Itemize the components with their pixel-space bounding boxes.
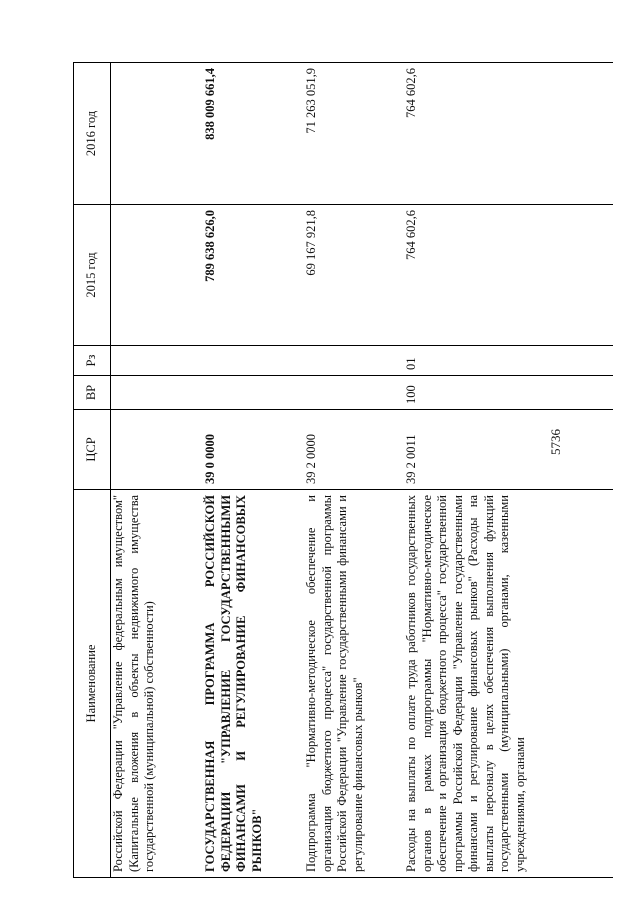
row-rz <box>304 346 404 376</box>
row-rz <box>111 346 204 376</box>
row-2016: 838 009 661,4 <box>203 63 304 205</box>
row-name: Подпрограмма "Нормативно-методическое обеспечение и организация бюджетного процесса" государственной программы Российской Федерации "Управление государственными финансами и регулирование финансовых рынков" <box>304 490 404 878</box>
row-vr <box>203 376 304 410</box>
row-csr: 39 2 0011 <box>404 410 613 490</box>
row-2015: 789 638 626,0 <box>203 205 304 346</box>
column-header-2015: 2015 год <box>74 205 111 346</box>
row-2016: 71 263 051,9 <box>304 63 404 205</box>
column-header-vr: ВР <box>74 376 111 410</box>
row-2016: 764 602,6 <box>404 63 613 205</box>
row-vr <box>111 376 204 410</box>
row-2015: 764 602,6 <box>404 205 613 346</box>
row-csr: 39 2 0000 <box>304 410 404 490</box>
table-row <box>304 63 404 878</box>
budget-table <box>73 62 613 878</box>
table-row <box>111 63 204 878</box>
row-name: Расходы на выплаты по оплате труда работников государственных органов в рамках подпрограммы "Нормативно-методическое обеспечение и организация бюджетного процесса" государственной программы Российской Федерации "Управление государственными финансами и регулирование финансовых рынков" (Расходы на выплаты персоналу в целях обеспечения выполнения функций государственными (муниципальными) органами, казенными учреждениями, органами <box>404 490 613 878</box>
column-header-csr: ЦСР <box>74 410 111 490</box>
column-header-2016: 2016 год <box>74 63 111 205</box>
page-number: 5736 <box>548 429 563 455</box>
table-row <box>404 63 613 878</box>
table-row <box>203 63 304 878</box>
row-name: ГОСУДАРСТВЕННАЯ ПРОГРАММА РОССИЙСКОЙ ФЕДЕРАЦИИ "УПРАВЛЕНИЕ ГОСУДАРСТВЕННЫМИ ФИНАНСАМИ И РЕГУЛИРОВАНИЕ ФИНАНСОВЫХ РЫНКОВ" <box>203 490 304 878</box>
row-2015 <box>111 205 204 346</box>
row-2016 <box>111 63 204 205</box>
row-rz: 01 <box>404 346 613 376</box>
row-rz <box>203 346 304 376</box>
row-csr <box>111 410 204 490</box>
row-vr: 100 <box>404 376 613 410</box>
row-vr <box>304 376 404 410</box>
table-header-row <box>74 63 111 878</box>
column-header-rz: Рз <box>74 346 111 376</box>
column-header-name: Наименование <box>74 490 111 878</box>
rotated-page-content <box>73 63 611 878</box>
row-name: Российской Федерации "Управление федеральным имуществом" (Капитальные вложения в объекты недвижимого имущества государственной (муниципальной) собственности) <box>111 490 204 878</box>
row-csr: 39 0 0000 <box>203 410 304 490</box>
row-2015: 69 167 921,8 <box>304 205 404 346</box>
